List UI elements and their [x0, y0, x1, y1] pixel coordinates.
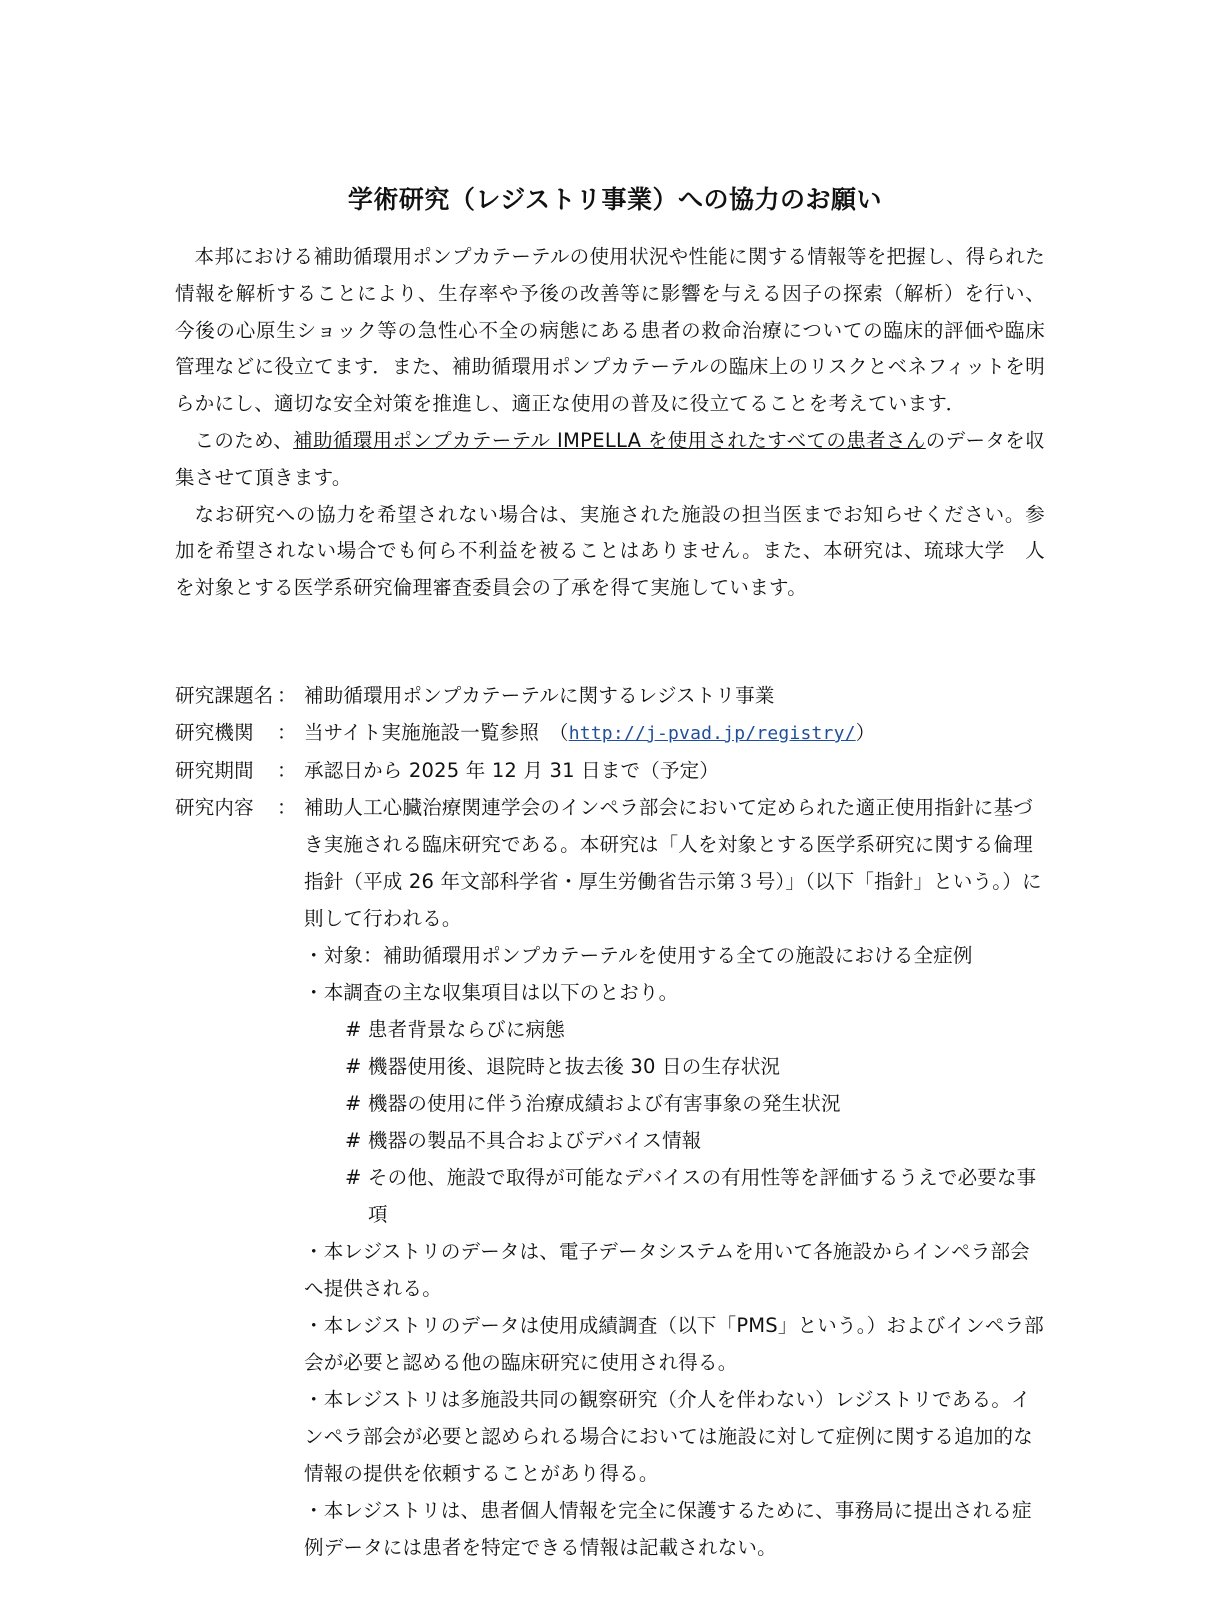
subject-colon: ：: [277, 684, 297, 707]
institution-label: 研究機関: [175, 721, 254, 744]
subject-value: 補助循環用ポンプカテーテルに関するレジストリ事業: [304, 684, 775, 707]
content-value: [304, 789, 1045, 1566]
content-paragraph: 補助人工心臓治療関連学会のインペラ部会において定められた適正使用指針に基づき実施される臨床研究である。本研究は「人を対象とする医学系研究に関する倫理指針（平成 26 年文部科学省・厚生労働省告示第３号）」（以下「指針」という。）に則して行われる。: [304, 796, 1042, 930]
content-target: ・対象：補助循環用ポンプカテーテルを使用する全ての施設における全症例: [304, 944, 973, 967]
detail-row-period: [175, 752, 1045, 789]
institution-text: 当サイト実施施設一覧参照 （: [304, 721, 569, 744]
collection-target-underlined: 補助循環用ポンプカテーテル IMPELLA を使用されたすべての患者さん: [293, 428, 926, 452]
subject-label: 研究課題名: [175, 684, 274, 707]
collection-text-before: このため、: [194, 428, 294, 452]
content-note: ・本レジストリのデータは使用成績調査（以下「PMS」という。）およびインペラ部会が必要と認める他の臨床研究に使用され得る。: [304, 1314, 1044, 1374]
content-note: ・本レジストリは多施設共同の観察研究（介人を伴わない）レジストリである。インペラ部会が必要と認められる場合においては施設に対して症例に関する追加的な情報の提供を依頼することがあり得る。: [304, 1388, 1033, 1485]
detail-row-content: [175, 789, 1045, 1566]
document-page: [175, 0, 1055, 1601]
institution-value: [304, 714, 1045, 752]
document-title: 学術研究（レジストリ事業）への協力のお願い: [347, 185, 883, 214]
period-colon: ：: [277, 759, 297, 782]
content-note: ・本レジストリは、患者個人情報を完全に保護するために、事務局に提出される症例データには患者を特定できる情報は記載されない。: [304, 1499, 1032, 1559]
collection-text-after: のデータを収集させて頂きます。: [175, 428, 1045, 489]
intro-section: [175, 239, 1045, 607]
period-value: 承認日から 2025 年 12 月 31 日まで（予定）: [304, 759, 720, 782]
content-item: # 機器の製品不具合およびデバイス情報: [345, 1129, 702, 1152]
content-item: # 機器使用後、退院時と抜去後 30 日の生存状況: [345, 1055, 781, 1078]
content-item: # 患者背景ならびに病態: [345, 1018, 565, 1041]
institution-colon: ：: [277, 721, 297, 744]
intro-paragraph-collection: [175, 423, 1045, 497]
content-label: 研究内容: [175, 796, 254, 819]
detail-row-institution: [175, 714, 1045, 752]
content-items-intro: ・本調査の主な収集項目は以下のとおり。: [304, 981, 679, 1004]
intro-paragraph-optout: なお研究への協力を希望されない場合は、実施された施設の担当医までお知らせください。参加を希望されない場合でも何ら不利益を被ることはありません。また、本研究は、琉球大学 人を対象とする医学系研究倫理審査委員会の了承を得て実施しています。: [175, 502, 1045, 600]
intro-paragraph-purpose: 本邦における補助循環用ポンプカテーテルの使用状況や性能に関する情報等を把握し、得られた情報を解析することにより、生存率や予後の改善等に影響を与える因子の探索（解析）を行い、今後の心原生ショック等の急性心不全の病態にある患者の救命治療についての臨床的評価や臨床管理などに役立てます．また、補助循環用ポンプカテーテルの臨床上のリスクとベネフィットを明らかにし、適切な安全対策を推進し、適正な使用の普及に役立てることを考えています．: [175, 245, 1045, 416]
study-details: [175, 677, 1045, 1566]
content-item: # 機器の使用に伴う治療成績および有害事象の発生状況: [345, 1092, 841, 1115]
content-colon: ：: [277, 796, 297, 819]
period-label: 研究期間: [175, 759, 254, 782]
registry-link[interactable]: http://j-pvad.jp/registry/: [568, 723, 856, 744]
institution-text-end: ）: [855, 721, 876, 744]
content-note: ・本レジストリのデータは、電子データシステムを用いて各施設からインペラ部会へ提供される。: [304, 1240, 1030, 1300]
detail-row-subject: [175, 677, 1045, 714]
content-item-last: # その他、施設で取得が可能なデバイスの有用性等を評価するうえで必要な事項: [345, 1166, 1037, 1226]
